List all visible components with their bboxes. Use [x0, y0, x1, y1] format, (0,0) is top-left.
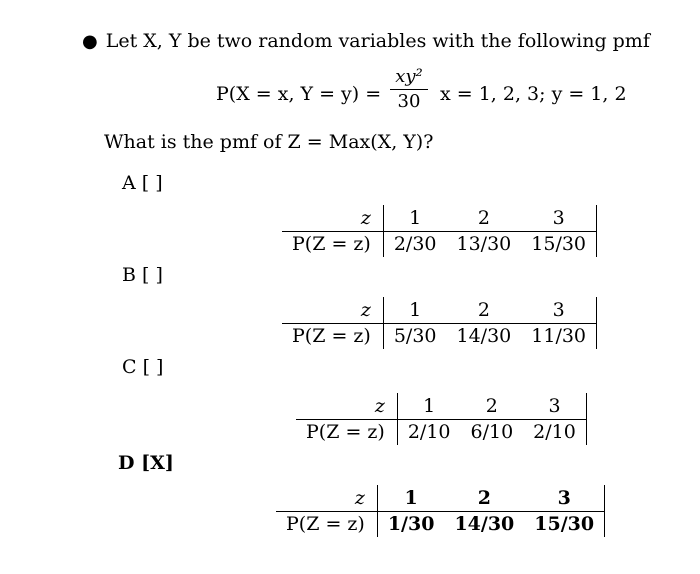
table-cell: 2/10	[407, 421, 451, 443]
table-cell: 6/10	[470, 421, 514, 443]
table-cell: 2	[447, 205, 522, 232]
option-c-table	[296, 393, 587, 445]
table-header-label: z	[276, 485, 377, 512]
table-cell: 2	[461, 393, 524, 420]
option-a-table	[282, 205, 597, 257]
table-cell: 14/30	[456, 325, 512, 347]
pmf-formula	[216, 66, 646, 118]
table-cell: 3	[523, 393, 586, 420]
table-cell: 3	[521, 297, 596, 324]
option-d-table	[276, 485, 605, 537]
table-cell: 14/30	[454, 513, 515, 535]
formula-condition: x = 1, 2, 3; y = 1, 2	[440, 83, 627, 105]
table-header-label: z	[296, 393, 397, 420]
table-cell: 1	[397, 393, 460, 420]
intro-line	[82, 30, 650, 52]
option-b-label[interactable]: B [ ]	[122, 264, 163, 286]
table-row-label: P(Z = z)	[296, 420, 397, 446]
bullet-icon: ●	[82, 31, 98, 52]
table-cell: 2/30	[393, 233, 437, 255]
table-header-label: z	[282, 297, 383, 324]
table-cell: 2	[444, 485, 524, 512]
table-cell: 1	[377, 485, 444, 512]
table-cell: 1	[383, 205, 446, 232]
option-c-label[interactable]: C [ ]	[122, 356, 164, 378]
table-cell: 2/10	[523, 420, 586, 446]
table-cell: 15/30	[521, 232, 596, 258]
formula-fraction	[390, 66, 428, 113]
formula-numerator: xy²	[395, 66, 423, 87]
table-cell: 15/30	[524, 512, 604, 538]
question-text: What is the pmf of Z = Max(X, Y)?	[104, 131, 434, 153]
table-cell: 13/30	[456, 233, 512, 255]
option-d-label[interactable]: D [X]	[118, 452, 174, 474]
option-b-table	[282, 297, 597, 349]
table-cell: 2	[447, 297, 522, 324]
table-cell: 1/30	[387, 513, 435, 535]
table-cell: 3	[521, 205, 596, 232]
formula-lhs: P(X = x, Y = y) =	[216, 83, 382, 105]
table-cell: 11/30	[521, 324, 596, 350]
formula-denominator: 30	[397, 91, 421, 112]
table-header-label: z	[282, 205, 383, 232]
table-cell: 3	[524, 485, 604, 512]
table-row-label: P(Z = z)	[282, 324, 383, 350]
table-cell: 5/30	[393, 325, 437, 347]
table-row-label: P(Z = z)	[276, 512, 377, 538]
table-row-label: P(Z = z)	[282, 232, 383, 258]
table-cell: 1	[383, 297, 446, 324]
intro-text: Let X, Y be two random variables with the following pmf	[105, 30, 650, 52]
fraction-bar	[390, 89, 428, 90]
option-a-label[interactable]: A [ ]	[122, 172, 163, 194]
